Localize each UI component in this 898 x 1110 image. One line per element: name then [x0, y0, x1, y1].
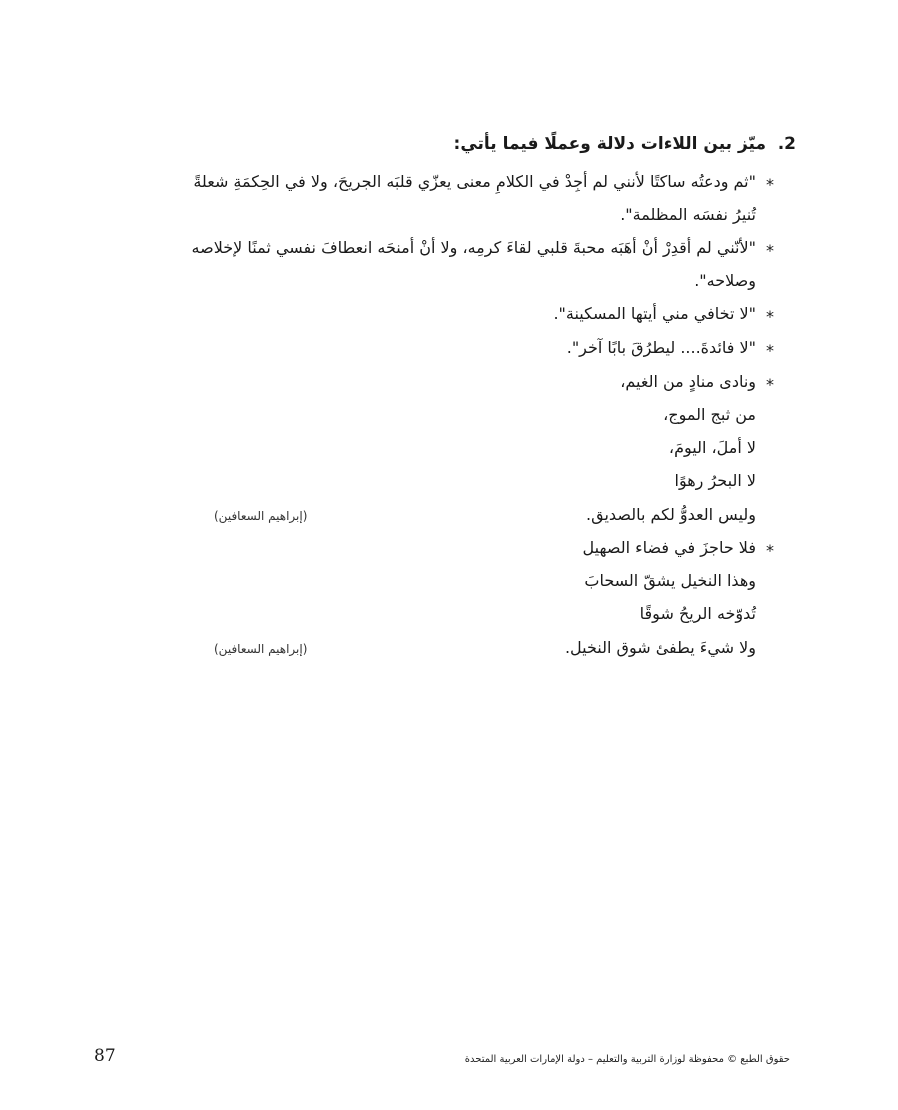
quote-1-line-1: "ثم ودعتُه ساكتًا لأنني لم أجِدْ في الكلامِ معنى يعزّي قلبَه الجريحَ، ولا في الحِكمَةِ شعلةً [193, 172, 756, 191]
bullet-6: * [766, 541, 774, 560]
quote-2-line-1: "لأنّني لم أقدِرْ أنْ أهَبَه محبةَ قلبي لقاءَ كرمِه، ولا أنْ أمنحَه انعطافَ نفسي ثمنًا لإخلاصه [191, 238, 756, 257]
quote-3: "لا تخافي مني أيتها المسكينة". [553, 304, 756, 323]
poem-1-line-2: من ثبج الموج، [663, 405, 756, 424]
bullet-2: * [766, 241, 774, 260]
citation-1: (إبراهيم السعافين) [214, 509, 308, 523]
poem-2-line-3: تُدوّخه الريحُ شوقًا [639, 604, 756, 623]
question-text: ميّز بين اللاءات دلالة وعملًا فيما يأتي: [453, 134, 766, 154]
quote-4: "لا فائدةَ.... ليطرُقَ بابًا آخر". [566, 338, 756, 357]
poem-1-line-1: ونادى منادٍ من الغيم، [620, 372, 756, 391]
quote-1-line-2: تُنيرُ نفسَه المظلمة". [620, 205, 756, 224]
question-number: 2. [777, 134, 796, 154]
poem-1-line-4: لا البحرُ رهوًا [674, 471, 756, 490]
page-number: 87 [94, 1046, 116, 1066]
copyright-footer: حقوق الطبع © محفوظة لوزارة التربية والتعليم – دولة الإمارات العربية المتحدة [464, 1054, 790, 1065]
question-heading [146, 134, 796, 154]
bullet-1: * [766, 175, 774, 194]
poem-2-line-4: ولا شيءَ يطفئ شوق النخيل. [564, 638, 756, 657]
bullet-3: * [766, 307, 774, 326]
bullet-4: * [766, 341, 774, 360]
quote-2-line-2: وصلاحه". [694, 271, 756, 290]
poem-2-line-2: وهذا النخيل يشقّ السحابَ [584, 571, 756, 590]
poem-1-line-5: وليس العدوُّ لكم بالصديق. [586, 505, 756, 524]
bullet-5: * [766, 375, 774, 394]
citation-2: (إبراهيم السعافين) [214, 642, 308, 656]
poem-1-line-3: لا أملَ، اليومَ، [668, 438, 756, 457]
poem-2-line-1: فلا حاجزَ في فضاء الصهيل [582, 538, 756, 557]
